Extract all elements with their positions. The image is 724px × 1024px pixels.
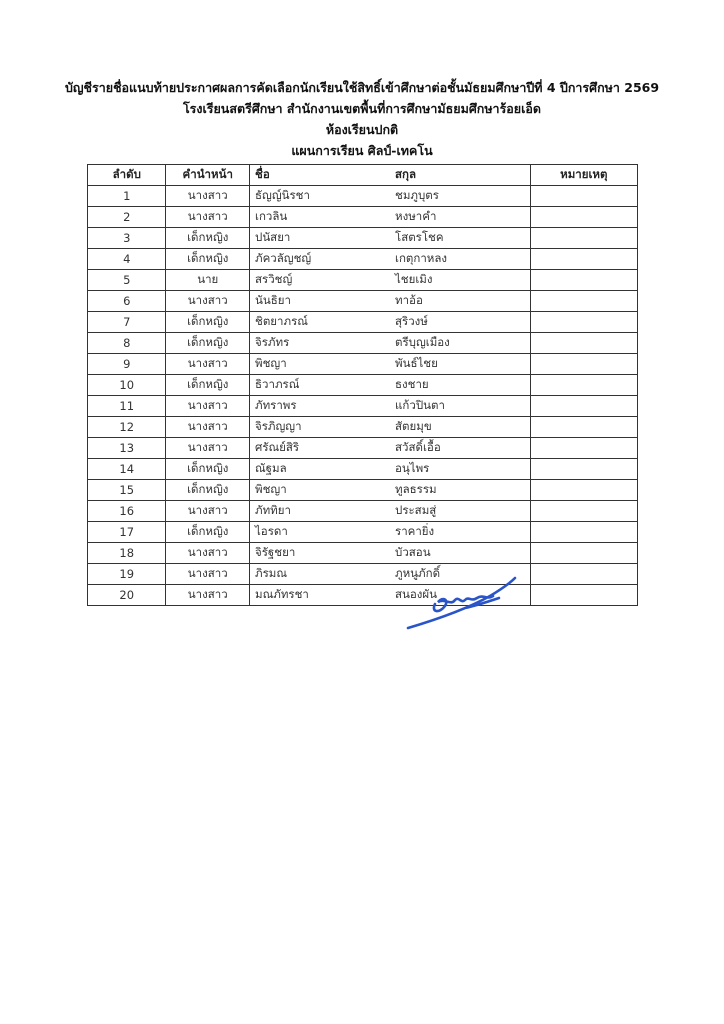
prefix-cell: นางสาว <box>166 354 250 375</box>
surname: สุริวงษ์ <box>395 314 428 328</box>
prefix-cell: นางสาว <box>166 396 250 417</box>
remark-cell <box>530 354 637 375</box>
table-header-row <box>88 165 638 186</box>
prefix-cell: เด็กหญิง <box>166 312 250 333</box>
table-row <box>88 480 638 501</box>
prefix-cell: เด็กหญิง <box>166 249 250 270</box>
surname: สัตยมุข <box>395 419 432 433</box>
prefix-cell: นาย <box>166 270 250 291</box>
remark-cell <box>530 438 637 459</box>
prefix-cell: นางสาว <box>166 501 250 522</box>
name-cell <box>250 417 531 438</box>
name-cell <box>250 228 531 249</box>
firstname: ภิรมณ <box>255 566 288 580</box>
remark-cell <box>530 396 637 417</box>
table-row <box>88 543 638 564</box>
remark-cell <box>530 228 637 249</box>
name-cell <box>250 501 531 522</box>
remark-cell <box>530 564 637 585</box>
firstname: สรวิชญ์ <box>255 272 293 286</box>
name-cell <box>250 186 531 207</box>
col-remark: หมายเหตุ <box>530 165 637 186</box>
surname: ประสมสู่ <box>395 503 437 517</box>
order-cell: 16 <box>88 501 166 522</box>
name-cell <box>250 354 531 375</box>
surname: สนองผัน <box>395 587 438 601</box>
remark-cell <box>530 312 637 333</box>
table-row <box>88 375 638 396</box>
remark-cell <box>530 459 637 480</box>
prefix-cell: เด็กหญิง <box>166 480 250 501</box>
remark-cell <box>530 501 637 522</box>
name-cell <box>250 249 531 270</box>
firstname: จิรภัทร <box>255 335 290 349</box>
name-cell <box>250 207 531 228</box>
order-cell: 20 <box>88 585 166 606</box>
firstname: เกวลิน <box>255 209 288 223</box>
firstname: พิชญา <box>255 482 287 496</box>
table-row <box>88 333 638 354</box>
remark-cell <box>530 375 637 396</box>
order-cell: 3 <box>88 228 166 249</box>
table-row <box>88 270 638 291</box>
prefix-cell: นางสาว <box>166 438 250 459</box>
col-name <box>250 165 531 186</box>
order-cell: 13 <box>88 438 166 459</box>
surname: พันธ์ไชย <box>395 356 438 370</box>
name-cell <box>250 396 531 417</box>
remark-cell <box>530 291 637 312</box>
surname: หงษาคำ <box>395 209 437 223</box>
remark-cell <box>530 333 637 354</box>
prefix-cell: นางสาว <box>166 417 250 438</box>
order-cell: 4 <box>88 249 166 270</box>
firstname: ธัญญ์นิรชา <box>255 188 310 202</box>
surname: ธงชาย <box>395 377 429 391</box>
firstname: ธิวาภรณ์ <box>255 377 300 391</box>
signature-image <box>405 572 520 634</box>
name-cell <box>250 459 531 480</box>
name-cell <box>250 543 531 564</box>
firstname: ไอรดา <box>255 524 288 538</box>
firstname: มณภัทรชา <box>255 587 309 601</box>
firstname: ชิตยาภรณ์ <box>255 314 308 328</box>
table-row <box>88 354 638 375</box>
order-cell: 18 <box>88 543 166 564</box>
remark-cell <box>530 249 637 270</box>
table-row <box>88 585 638 606</box>
table-row <box>88 501 638 522</box>
surname: แก้วปินตา <box>395 398 445 412</box>
order-cell: 7 <box>88 312 166 333</box>
firstname: ณัฐมล <box>255 461 287 475</box>
surname: ชมภูบุตร <box>395 188 439 202</box>
table-row <box>88 207 638 228</box>
remark-cell <box>530 270 637 291</box>
name-cell <box>250 291 531 312</box>
order-cell: 15 <box>88 480 166 501</box>
table-row <box>88 564 638 585</box>
firstname: ภัททิยา <box>255 503 291 517</box>
surname: โสตรโชค <box>395 230 444 244</box>
order-cell: 8 <box>88 333 166 354</box>
surname: ทูลธรรม <box>395 482 437 496</box>
order-cell: 6 <box>88 291 166 312</box>
prefix-cell: นางสาว <box>166 207 250 228</box>
prefix-cell: เด็กหญิง <box>166 375 250 396</box>
name-cell <box>250 270 531 291</box>
study-plan: แผนการเรียน ศิลป์-เทคโน <box>291 143 433 158</box>
order-cell: 9 <box>88 354 166 375</box>
firstname: นันธิยา <box>255 293 291 307</box>
remark-cell <box>530 480 637 501</box>
col-firstname: ชื่อ <box>255 167 270 181</box>
remark-cell <box>530 585 637 606</box>
table-row <box>88 291 638 312</box>
remark-cell <box>530 207 637 228</box>
surname: ราคายิ่ง <box>395 524 435 538</box>
order-cell: 2 <box>88 207 166 228</box>
firstname: ปนัสยา <box>255 230 291 244</box>
prefix-cell: เด็กหญิง <box>166 333 250 354</box>
name-cell <box>250 522 531 543</box>
surname: สวัสดิ์เอื้อ <box>395 440 441 454</box>
remark-cell <box>530 543 637 564</box>
remark-cell <box>530 417 637 438</box>
order-cell: 17 <box>88 522 166 543</box>
order-cell: 14 <box>88 459 166 480</box>
table-row <box>88 459 638 480</box>
table-row <box>88 228 638 249</box>
remark-cell <box>530 522 637 543</box>
table-row <box>88 396 638 417</box>
prefix-cell: นางสาว <box>166 543 250 564</box>
surname: ภูหนูภักดิ์ <box>395 566 441 580</box>
order-cell: 10 <box>88 375 166 396</box>
surname: เกตุกาหลง <box>395 251 448 265</box>
student-list-table <box>87 164 638 606</box>
table-row <box>88 438 638 459</box>
name-cell <box>250 480 531 501</box>
firstname: จิรัฐชยา <box>255 545 296 559</box>
table-row <box>88 249 638 270</box>
prefix-cell: เด็กหญิง <box>166 459 250 480</box>
order-cell: 11 <box>88 396 166 417</box>
firstname: ภัทราพร <box>255 398 297 412</box>
col-surname: สกุล <box>395 167 417 181</box>
school-name: โรงเรียนสตรีศึกษา สำนักงานเขตพื้นที่การศึกษามัธยมศึกษาร้อยเอ็ด <box>182 101 542 116</box>
name-cell <box>250 438 531 459</box>
prefix-cell: นางสาว <box>166 585 250 606</box>
name-cell <box>250 312 531 333</box>
prefix-cell: นางสาว <box>166 291 250 312</box>
surname: ไชยเมิง <box>395 272 433 286</box>
firstname: จิรภิญญา <box>255 419 302 433</box>
name-cell <box>250 333 531 354</box>
name-cell <box>250 375 531 396</box>
order-cell: 1 <box>88 186 166 207</box>
table-row <box>88 417 638 438</box>
surname: อนุไพร <box>395 461 430 475</box>
table-row <box>88 186 638 207</box>
prefix-cell: เด็กหญิง <box>166 522 250 543</box>
prefix-cell: นางสาว <box>166 186 250 207</box>
surname: บัวสอน <box>395 545 431 559</box>
col-prefix: คำนำหน้า <box>166 165 250 186</box>
surname: ตรีบุญเมือง <box>395 335 450 349</box>
prefix-cell: เด็กหญิง <box>166 228 250 249</box>
classroom-type: ห้องเรียนปกติ <box>325 122 399 137</box>
firstname: พิชญา <box>255 356 287 370</box>
surname: ทาอ้อ <box>395 293 423 307</box>
table-row <box>88 312 638 333</box>
table-row <box>88 522 638 543</box>
order-cell: 12 <box>88 417 166 438</box>
prefix-cell: นางสาว <box>166 564 250 585</box>
remark-cell <box>530 186 637 207</box>
col-order: ลำดับ <box>88 165 166 186</box>
firstname: ภัควลัญชญ์ <box>255 251 312 265</box>
order-cell: 19 <box>88 564 166 585</box>
firstname: ศรัณย์สิริ <box>255 440 300 454</box>
document-title: บัญชีรายชื่อแนบท้ายประกาศผลการคัดเลือกนักเรียนใช้สิทธิ์เข้าศึกษาต่อชั้นมัธยมศึกษาปีที่ 4 ปีการศึกษา 2569 <box>64 80 660 95</box>
order-cell: 5 <box>88 270 166 291</box>
